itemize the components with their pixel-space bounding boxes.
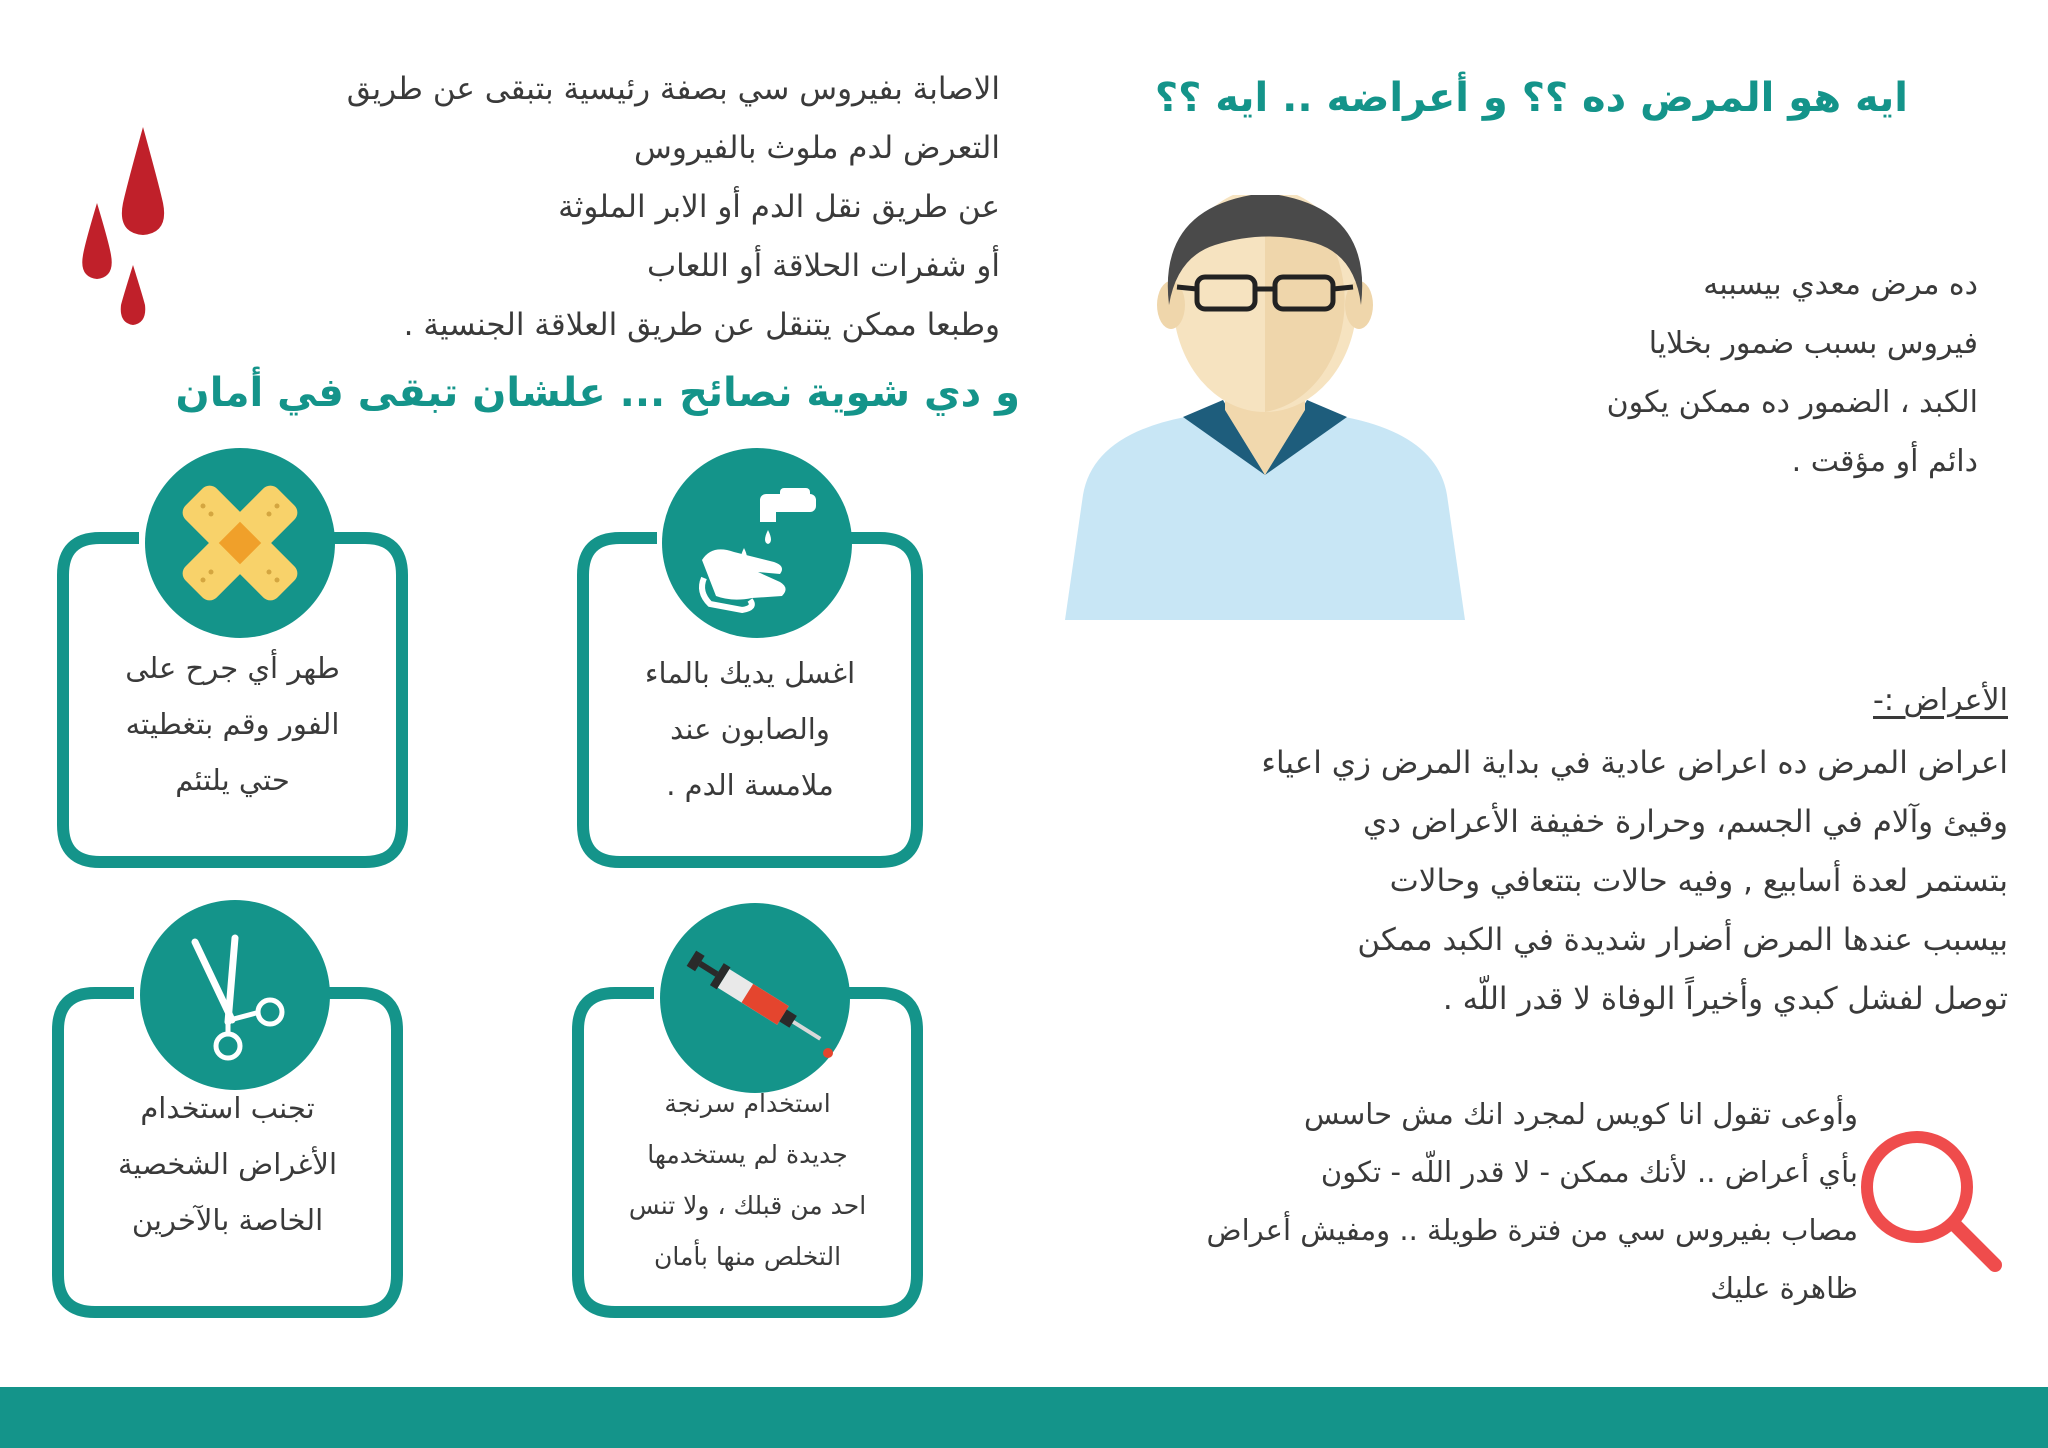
awareness-text: [1207, 1085, 1858, 1317]
transmission-text: [347, 60, 1000, 355]
footer-bar: [0, 1387, 2048, 1448]
tip-syringe-text: [585, 1078, 910, 1282]
doctor-illustration: [1065, 195, 1465, 620]
symptoms-line: توصل لفشل كبدي وأخيراً الوفاة لا قدر اللّه .: [1442, 981, 2008, 1017]
tip-line: طهر أي جرح على: [125, 651, 340, 685]
bandage-icon: [145, 448, 335, 638]
tip-wash-hands-text: [590, 645, 910, 813]
symptoms-line: اعراض المرض ده اعراض عادية في بداية المرض زي اعياء: [1261, 745, 2008, 781]
awareness-line: مصاب بفيروس سي من فترة طويلة .. ومفيش أعراض: [1206, 1213, 1858, 1247]
description-line: فيروس بسبب ضمور بخلايا: [1648, 326, 1978, 361]
symptoms-text: [1261, 734, 2008, 1029]
symptoms-line: وقيئ وآلام في الجسم، وحرارة خفيفة الأعراض دي: [1362, 804, 2008, 840]
scissors-icon: [140, 900, 330, 1090]
awareness-line: بأي أعراض .. لأنك ممكن - لا قدر اللّه - تكون: [1320, 1155, 1858, 1189]
tip-line: الفور وقم بتغطيته: [125, 707, 340, 741]
disease-section-title: ايه هو المرض ده ؟؟ و أعراضه .. ايه ؟؟: [1154, 75, 1908, 121]
tip-bandage-text: [70, 640, 395, 808]
magnifier-icon: [1855, 1125, 2005, 1275]
transmission-line: الاصابة بفيروس سي بصفة رئيسية بتبقى عن طريق: [346, 71, 1000, 107]
description-line: ده مرض معدي بيسببه: [1703, 267, 1978, 302]
description-line: دائم أو مؤقت .: [1791, 444, 1978, 479]
blood-drops-icon: [75, 125, 175, 330]
tip-scissors-text: [65, 1080, 390, 1248]
disease-description: [1607, 255, 1978, 491]
tip-line: تجنب استخدام: [140, 1091, 315, 1125]
transmission-line: وطبعا ممكن يتنقل عن طريق العلاقة الجنسية .: [403, 307, 1000, 343]
faucet-handwash-icon: [662, 448, 852, 638]
symptoms-label: الأعراض :-: [1873, 683, 2008, 718]
tip-line: والصابون عند: [670, 712, 830, 746]
tip-line: الخاصة بالآخرين: [131, 1203, 324, 1237]
awareness-line: ظاهرة عليك: [1710, 1271, 1858, 1305]
syringe-icon: [660, 903, 850, 1093]
tip-line: جديدة لم يستخدمها: [647, 1140, 848, 1169]
tip-line: اغسل يديك بالماء: [644, 656, 856, 690]
tip-line: احد من قبلك ، ولا تنس: [628, 1191, 867, 1220]
transmission-line: عن طريق نقل الدم أو الابر الملوثة: [558, 189, 1000, 225]
symptoms-line: بيسبب عندها المرض أضرار شديدة في الكبد ممكن: [1357, 922, 2008, 958]
awareness-line: وأوعى تقول انا كويس لمجرد انك مش حاسس: [1303, 1097, 1858, 1131]
tip-line: ملامسة الدم .: [666, 768, 834, 802]
tip-line: حتي يلتئم: [175, 763, 290, 797]
transmission-line: أو شفرات الحلاقة أو اللعاب: [646, 248, 1000, 284]
symptoms-line: بتستمر لعدة أسابيع , وفيه حالات بتتعافي وحالات: [1389, 863, 2008, 899]
tip-line: التخلص منها بأمان: [653, 1242, 842, 1271]
description-line: الكبد ، الضمور ده ممكن يكون: [1606, 385, 1978, 420]
tip-line: استخدام سرنجة: [664, 1089, 831, 1118]
transmission-line: التعرض لدم ملوث بالفيروس: [634, 130, 1000, 166]
tips-title: و دي شوية نصائح ... علشان تبقى في أمان: [175, 370, 1020, 416]
tip-line: الأغراض الشخصية: [117, 1147, 338, 1181]
